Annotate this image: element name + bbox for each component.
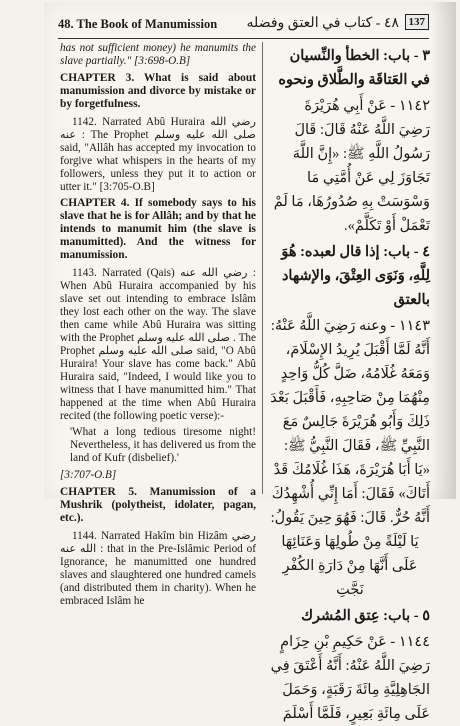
- header-rule: [58, 38, 429, 39]
- arabic-hadith-1144: ١١٤٤ - عَنْ حَكِيمِ بْنِ حِزَامٍ رَضِيَ اللَّهُ عَنْهُ: أَنَّهُ أَعْتَقَ فِي الجَاهِلِيَّةِ مِائَةَ رَقَبَةٍ، وَحَمَلَ عَلَى مِائَةِ بَعِيرٍ، فَلَمَّا أَسْلَمَ: [270, 634, 430, 722]
- english-chapter-title: 48. The Book of Manumission: [58, 17, 218, 31]
- hadith-1144: 1144. Narrated Hakîm bin Hizâm رضي الله عنه : that in the Pre-Islâmic Period of Ignorance, he manumitted one hundred slaves and slaughtered one hundred camels (and distributed them in charity). When he embraced Islâm he: [60, 530, 256, 607]
- page-number: 137: [405, 14, 430, 30]
- poem-verse: 'What a long tedious tiresome night! Nevertheless, it has delivered us from the land of Kufr (disbelief).': [70, 426, 256, 464]
- column-divider: [262, 42, 263, 494]
- arabic-hadith-1142: ١١٤٢ - عَنْ أَبِي هُرَيْرَةَ رَضِيَ اللَّهُ عَنْهُ قَالَ: قَالَ رَسُولُ اللَّهِ ﷺ: «إِنَّ اللَّهَ تَجَاوَزَ لِي عَنْ أُمَّتِي مَا وَسْوَسَتْ بِهِ صُدُورُهَا، مَا لَمْ تَعْمَلْ أَوْ تَكَلَّمْ».: [273, 98, 430, 234]
- english-column: [60, 42, 257, 607]
- page-header: [58, 16, 429, 38]
- arabic-chapter-4: ٤ - باب: إذا قال لعبده: هُوَ لِلَّهِ، وَنَوَى العِتْقَ، والإشهاد بالعتق: [281, 244, 430, 308]
- arabic-poem-line-1: يَا لَيْلَةً مِنْ طُولِهَا وَعَنَائِهَا: [281, 534, 419, 550]
- hadith-1143: 1143. Narrated (Qais) رضي الله عنه : When Abû Huraira accompanied by his slave set out intending to embrace Islâm they lost each other on the way. The slave then came while Abû Huraira was sitting with the Prophet صلى الله عليه وسلم . The Prophet صلى الله عليه وسلم said, "O Abû Huraira! Your slave has come back." Abû Huraira said, "Indeed, I would like you to witness that I have manumitted him." That happened at the time when Abû Huraira recited (the following poetic verse):-: [60, 267, 257, 422]
- arabic-chapter-3: ٣ - باب: الخطأ والنِّسيان في العَتاقَة والطَّلاق ونحوه: [278, 48, 430, 88]
- hadith-1142: 1142. Narrated Abû Huraira رضي الله عنه : The Prophet صلى الله عليه وسلم said, "Allâh has accepted my invocation to forgive what whispers in the hearts of my followers, unless they put it to action or utter it." [3:705-O.B]: [60, 116, 257, 193]
- arabic-chapter-title: ٤٨ - كتاب في العتق وفضله: [246, 16, 399, 31]
- chapter-3-heading: CHAPTER 3. What is said about manumission and divorce by mistake or by forgetfulness.: [60, 72, 256, 110]
- arabic-chapter-5: ٥ - باب: عِتق المُشرك: [301, 608, 430, 624]
- arabic-poem-line-2: عَلَى أَنَّهَا مِنْ دَارَةِ الكُفْرِ نَجَّتِ: [282, 558, 418, 598]
- continued-text: has not sufficient money) he manumits the slave partially." [3:698-O.B]: [60, 42, 256, 67]
- chapter-4-heading: CHAPTER 4. If somebody says to his slave that he is for Allâh; and by that he intends to manumit him (the slave is manumitted). And the witness for manumission.: [60, 197, 256, 261]
- arabic-hadith-1143: ١١٤٣ - وعنه رَضِيَ اللَّهُ عَنْهُ: أَنَّهُ لَمَّا أَقْبَلَ يُرِيدُ الإِسْلَامَ، وَمَعَهُ غُلَامُهُ، ضَلَّ كُلُّ وَاحِدٍ مِنْهُمَا مِنْ صَاحِبِهِ، فَأَقْبَلَ بَعْدَ ذَلِكَ وَأَبُو هُرَيْرَةَ جَالِسٌ مَعَ النَّبِيِّ ﷺ، فَقَالَ النَّبِيُّ ﷺ: «يَا أَبَا هُرَيْرَةَ، هَذَا غُلَامُكَ قَدْ أَتَاكَ» فَقَالَ: أَمَا إِنِّي أُشْهِدُكَ أَنَّهُ حُرٌّ. قَالَ: فَهُوَ حِينَ يَقُولُ:: [270, 318, 430, 526]
- book-page: [44, 2, 456, 722]
- chapter-5-heading: CHAPTER 5. Manumission of a Mushrik (polytheist, idolater, pagan, etc.).: [60, 486, 256, 524]
- arabic-column: [270, 42, 430, 722]
- reference: [3:707-O.B]: [60, 469, 117, 481]
